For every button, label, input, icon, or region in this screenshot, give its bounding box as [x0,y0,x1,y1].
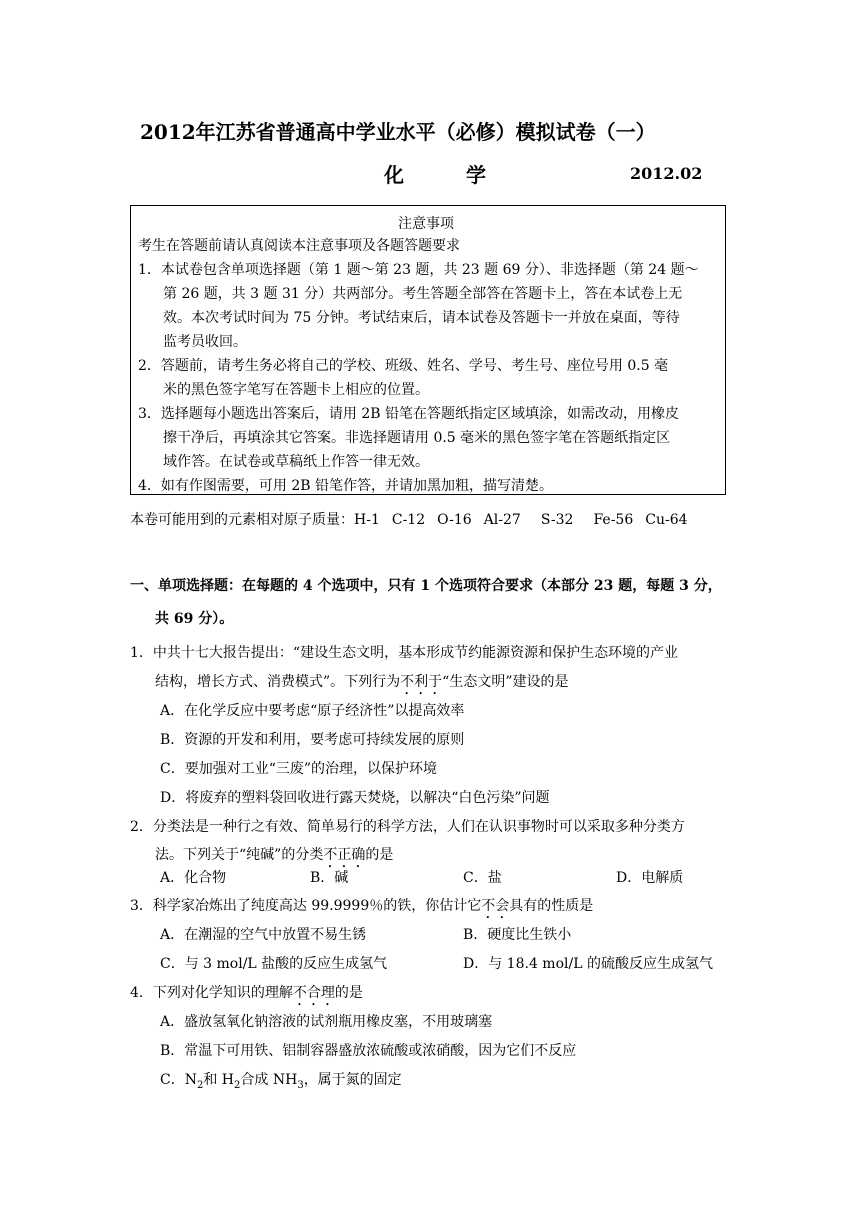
stem-text: 具有的性质是 [509,898,594,914]
stem-text: 结构，增长方式、消费模式”。下列行为 [155,674,401,690]
question-4-option-a: A．盛放氢氧化钠溶液的试剂瓶用橡皮塞，不用玻璃塞 [160,1014,493,1030]
subject-char-1: 化 [384,163,404,187]
question-3-option-d: D．与 18.4 mol/L 的硫酸反应生成氢气 [463,956,713,972]
notice-line: 4．如有作图需要，可用 2B 铅笔作答，并请加黑加粗，描写清楚。 [138,478,554,494]
notice-line: 2．答题前，请考生务必将自己的学校、班级、姓名、学号、考生号、座位号用 0.5 毫 [138,358,669,374]
atomic-mass-item: S-32 [540,512,574,528]
question-3-option-b: B．硬度比生铁小 [463,927,572,943]
subscript: 2 [196,1079,204,1091]
atomic-mass-item: Fe-56 [593,512,634,528]
question-1-option-d: D．将废弃的塑料袋回收进行露天焚烧，以解决“白色污染”问题 [160,790,550,806]
question-2-option-d: D．电解质 [616,870,684,886]
atomic-masses-label: 本卷可能用到的元素相对原子质量： [130,512,354,528]
stem-text: 的是 [334,985,363,1001]
exam-date: 2012.02 [630,164,703,183]
notice-line: 3．选择题每小题选出答案后，请用 2B 铅笔在答题纸指定区域填涂，如需改动，用橡皮 [138,406,680,422]
emphasis-text: 不合理 [292,985,335,1001]
option-text: 合成 NH [240,1072,298,1088]
atomic-mass-item: H-1 [354,512,380,528]
subscript: 2 [234,1079,241,1091]
emphasis-text: 不会 [481,898,510,914]
question-3-stem [130,895,593,922]
notice-line: 第 26 题，共 3 题 31 分）共两部分。考生答题全部答在答题卡上，答在本试卷上无 [163,286,683,302]
question-1-option-a: A．在化学反应中要考虑“原子经济性”以提高效率 [160,703,465,719]
question-1-stem-cont [155,671,568,698]
notice-line: 1．本试卷包含单项选择题（第 1 题～第 23 题，共 23 题 69 分）、非选择题（第 24 题～ [138,262,699,278]
exam-title: 2012年江苏省普通高中学业水平（必修）模拟试卷（一） [140,120,656,144]
notice-line: 域作答。在试卷或草稿纸上作答一律无效。 [163,454,429,470]
emphasis-text: 不利于 [400,674,443,690]
subject-char-2: 学 [466,163,486,187]
stem-text: 3．科学家冶炼出了纯度高达 99.9999％的铁，你估计它 [130,898,482,914]
atomic-mass-item: Al-27 [483,512,521,528]
question-1-stem: 1．中共十七大报告提出：“建设生态文明，基本形成节约能源资源和保护生态环境的产业 [130,645,679,661]
stem-text: “生态文明”建设的是 [442,674,569,690]
stem-text: 的是 [365,847,394,863]
notice-line: 擦干净后，再填涂其它答案。非选择题请用 0.5 毫米的黑色签字笔在答题纸指定区 [163,430,671,446]
notice-line: 监考员收回。 [163,334,247,350]
atomic-masses [130,509,688,531]
question-2-option-a: A．化合物 [160,870,227,886]
atomic-mass-item: Cu-64 [645,512,688,528]
question-2-option-c: C．盐 [463,870,502,886]
option-text: ，属于氮的固定 [303,1072,402,1088]
option-text: 和 H [203,1072,235,1088]
notice-line: 米的黑色签字笔写在答题卡上相应的位置。 [163,382,429,398]
section1-heading-cont: 共 69 分）。 [155,611,234,627]
subscript: 3 [297,1079,304,1091]
atomic-mass-item: C-12 [391,512,426,528]
question-4-option-b: B．常温下可用铁、铝制容器盛放浓硫酸或浓硝酸，因为它们不反应 [160,1043,577,1059]
question-3-option-a: A．在潮湿的空气中放置不易生锈 [160,927,367,943]
notice-intro: 考生在答题前请认真阅读本注意事项及各题答题要求 [138,238,460,254]
question-1-option-c: C．要加强对工业“三废”的治理，以保护环境 [160,761,438,777]
stem-text: 4．下列对化学知识的理解 [130,985,293,1001]
atomic-mass-item: O-16 [437,512,472,528]
section1-heading: 一、单项选择题：在每题的 4 个选项中，只有 1 个选项符合要求（本部分 23 题，每题 3 分， [130,578,722,594]
emphasis-text: 不正确 [323,847,366,863]
question-3-option-c: C．与 3 mol/L 盐酸的反应生成氢气 [160,956,388,972]
option-text: C．N [160,1072,197,1088]
question-1-option-b: B．资源的开发和利用，要考虑可持续发展的原则 [160,732,465,748]
notice-line: 效。本次考试时间为 75 分钟。考试结束后，请本试卷及答题卡一并放在桌面，等待 [163,310,680,326]
question-2-option-b: B．碱 [310,870,349,886]
question-4-option-c [160,1069,402,1097]
question-2-stem: 2．分类法是一种行之有效、简单易行的科学方法，人们在认识事物时可以采取多种分类方 [130,819,685,835]
stem-text: 法。下列关于“纯碱”的分类 [155,847,324,863]
notice-heading: 注意事项 [398,216,454,232]
question-4-stem [130,982,363,1009]
